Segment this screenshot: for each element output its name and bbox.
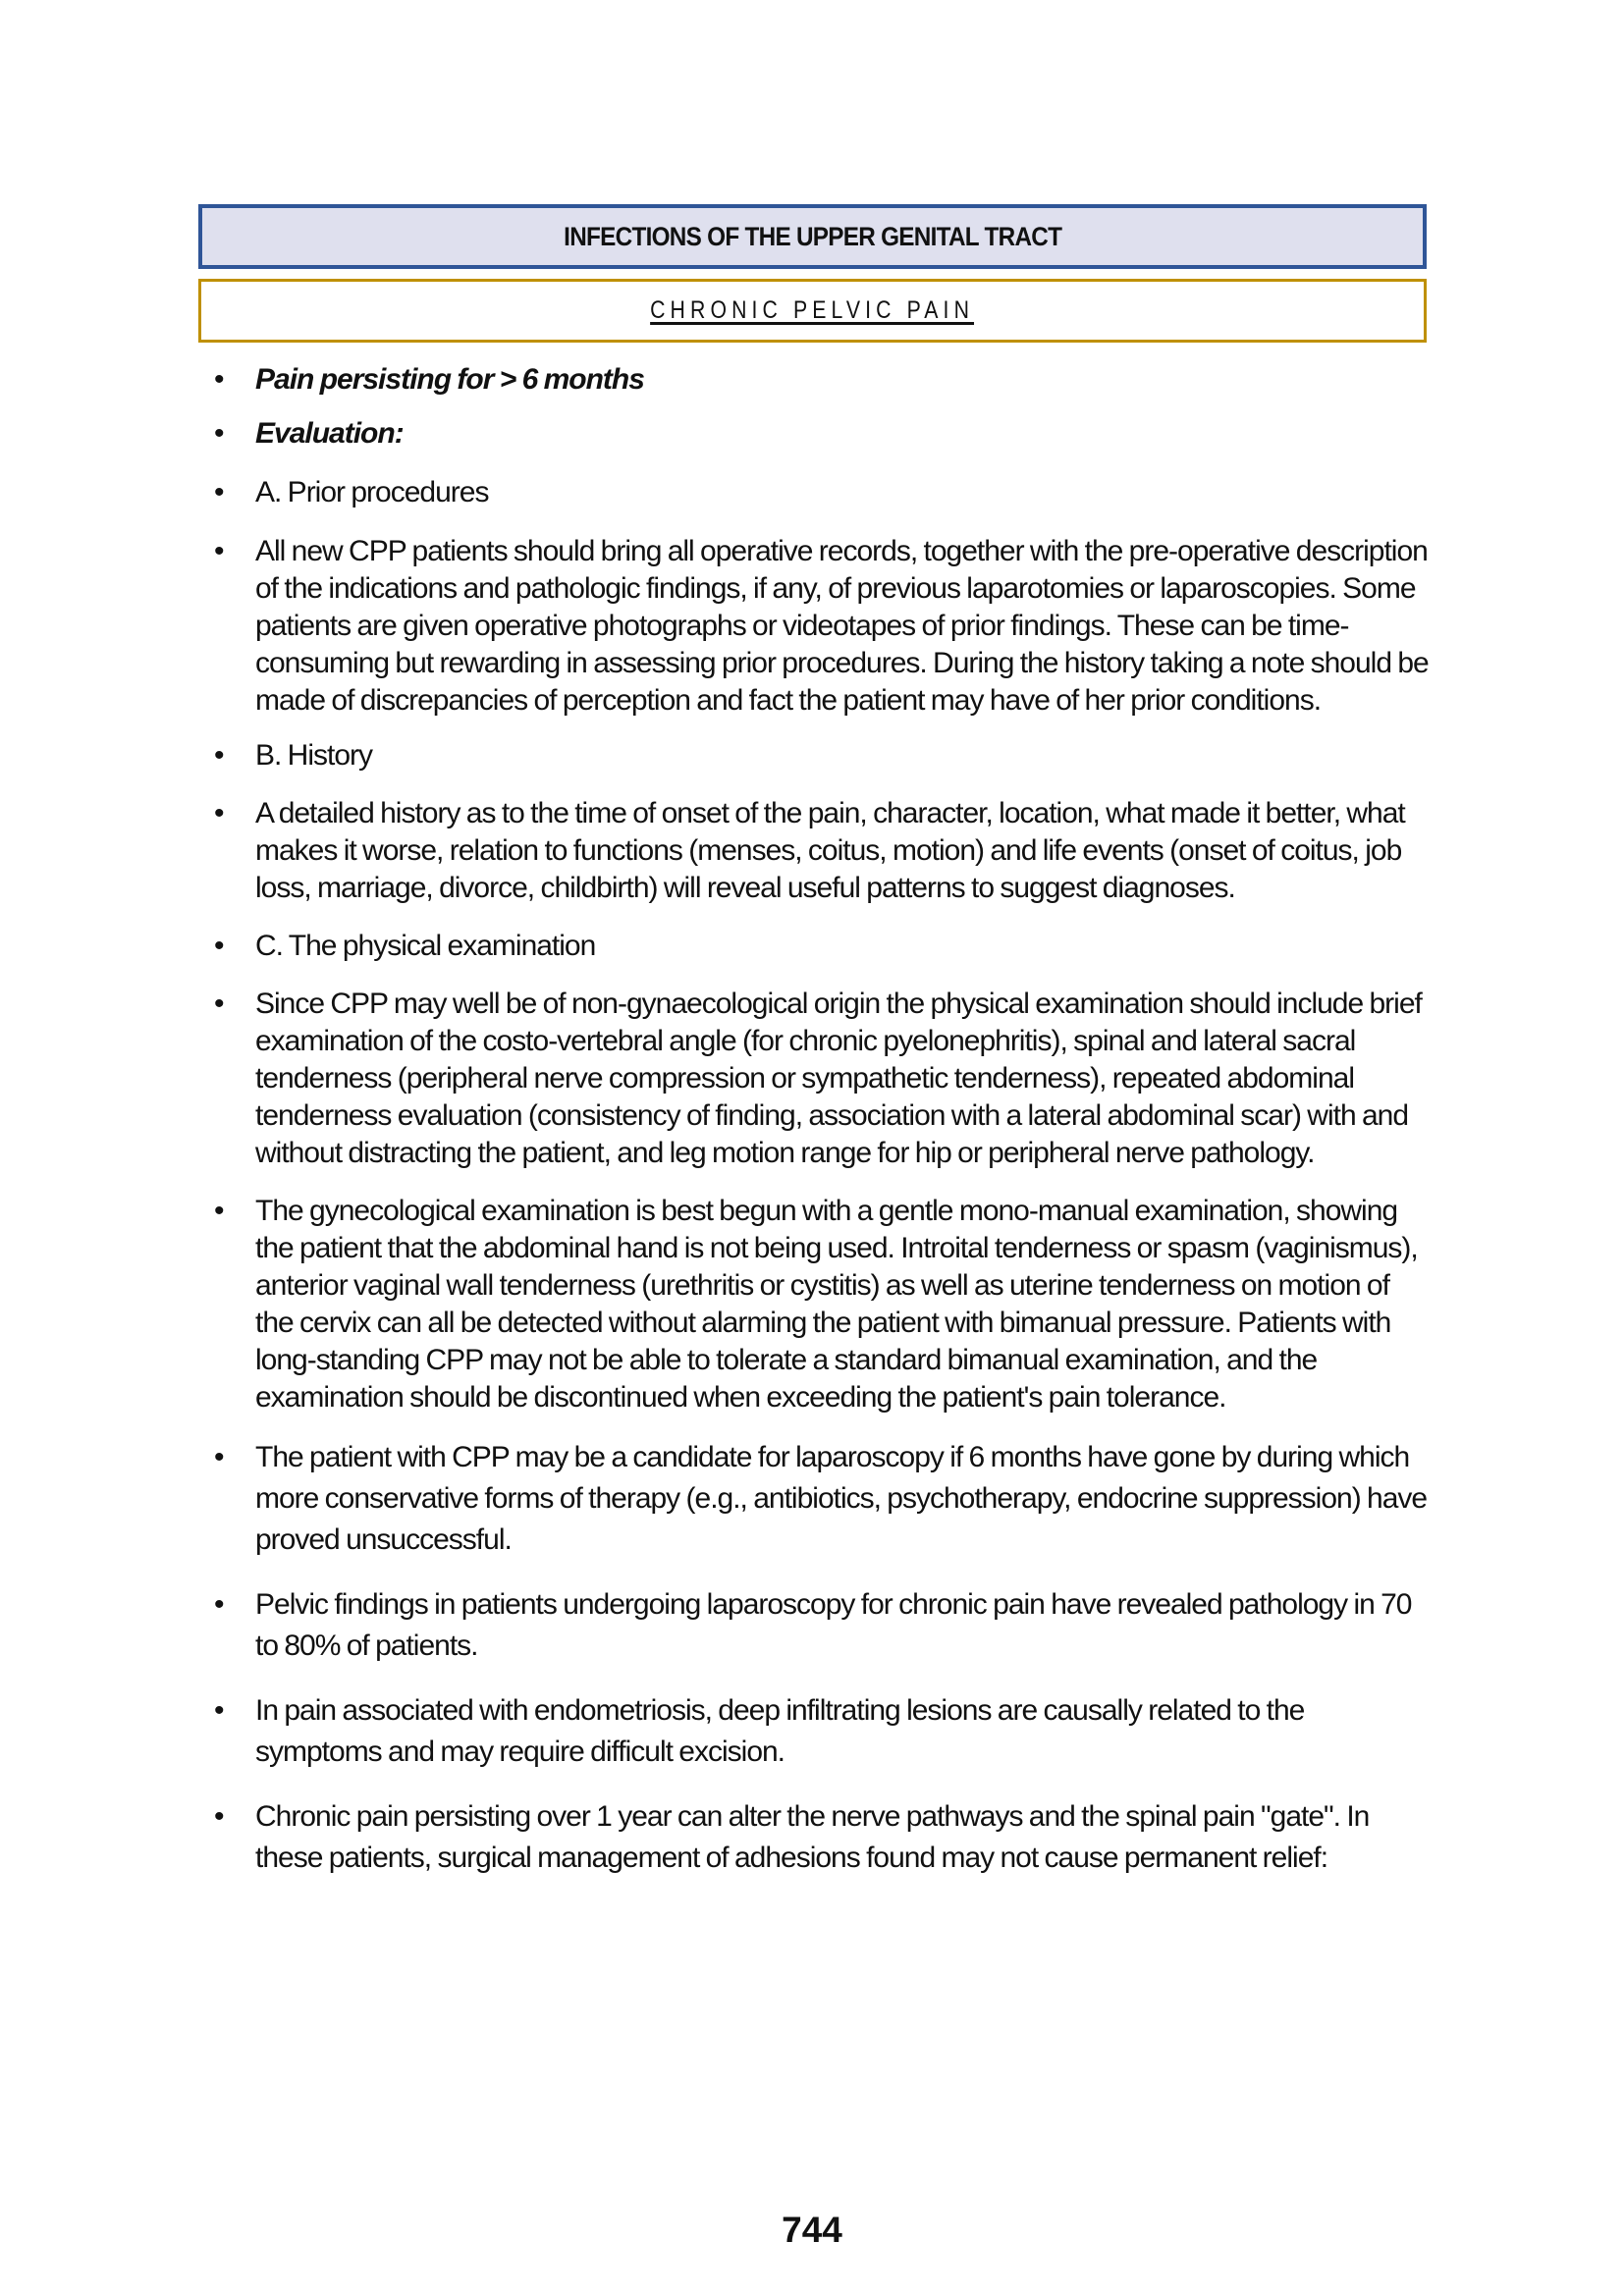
section-title-banner — [198, 279, 1427, 343]
list-item — [214, 415, 1432, 453]
bullet-icon: • — [214, 363, 224, 396]
list-item — [214, 361, 1432, 399]
list-item-text: The gynecological examination is best begun with a gentle mono-manual examination, showing the patient that the abdominal hand is not being used. Introital tenderness or spasm (vaginismus), anterior vaginal wall tenderness (urethritis or cystitis) as well as uterine tenderness on motion of the cervix can all be detected without alarming the patient with bimanual pressure. Patients with long-standing CPP may not be able to tolerate a standard bimanual examination, and the examination should be discontinued when exceeding the patient's pain tolerance. — [255, 1195, 1418, 1414]
list-item — [214, 1437, 1432, 1561]
list-item-text: B. History — [255, 739, 373, 772]
list-item — [214, 1690, 1432, 1773]
bullet-icon: • — [214, 988, 224, 1020]
list-item-text: Pain persisting for > 6 months — [255, 363, 644, 396]
list-item-text: A. Prior procedures — [255, 476, 489, 508]
bullet-icon: • — [214, 739, 224, 772]
bullet-icon: • — [214, 1195, 224, 1227]
list-item-text: Since CPP may well be of non-gynaecological origin the physical examination should include brief examination of the costo-vertebral angle (for chronic pyelonephritis), spinal and lateral sacral tenderness (peripheral nerve compression or sympathetic tenderness), repeated abdominal tenderness evaluation (consistency of finding, association with a lateral abdominal scar) with and without distracting the patient, and leg motion range for hip or peripheral nerve pathology. — [255, 988, 1422, 1169]
bullet-icon: • — [214, 1441, 224, 1473]
chapter-title-banner — [198, 204, 1427, 269]
list-item — [214, 795, 1432, 907]
list-item — [214, 986, 1432, 1172]
bullet-icon: • — [214, 535, 224, 567]
bullet-list — [214, 361, 1432, 1902]
list-item — [214, 1584, 1432, 1667]
bullet-icon: • — [214, 417, 224, 450]
list-item — [214, 928, 1432, 965]
list-item-text: Evaluation: — [255, 417, 404, 450]
list-item-text: All new CPP patients should bring all operative records, together with the pre-operative description of the indications and pathologic findings, if any, of previous laparotomies or laparoscopies. Some patients are given operative photographs or videotapes of prior findings. These can be time-consuming but rewarding in assessing prior procedures. During the history taking a note should be made of discrepancies of perception and fact the patient may have of her prior conditions. — [255, 535, 1429, 717]
bullet-icon: • — [214, 930, 224, 962]
chapter-title: INFECTIONS OF THE UPPER GENITAL TRACT — [563, 221, 1062, 251]
bullet-icon: • — [214, 476, 224, 508]
list-item-text: The patient with CPP may be a candidate for laparoscopy if 6 months have gone by during which more conservative forms of therapy (e.g., antibiotics, psychotherapy, endocrine suppression) have proved unsuccessful. — [255, 1441, 1428, 1556]
list-item-text: In pain associated with endometriosis, deep infiltrating lesions are causally related to the symptoms and may require difficult excision. — [255, 1694, 1305, 1768]
section-title: CHRONIC PELVIC PAIN — [650, 296, 975, 324]
bullet-icon: • — [214, 1800, 224, 1833]
bullet-icon: • — [214, 797, 224, 829]
list-item — [214, 474, 1432, 511]
list-item — [214, 737, 1432, 774]
bullet-icon: • — [214, 1694, 224, 1727]
list-item-text: Chronic pain persisting over 1 year can alter the nerve pathways and the spinal pain "gate". In these patients, surgical management of adhesions found may not cause permanent relief: — [255, 1800, 1370, 1874]
page-number: 744 — [782, 2210, 842, 2250]
list-item-text: C. The physical examination — [255, 930, 596, 962]
list-item-text: Pelvic findings in patients undergoing laparoscopy for chronic pain have revealed pathology in 70 to 80% of patients. — [255, 1588, 1412, 1662]
list-item-text: A detailed history as to the time of onset of the pain, character, location, what made it better, what makes it worse, relation to functions (menses, coitus, motion) and life events (onset of coitus, job loss, marriage, divorce, childbirth) will reveal useful patterns to suggest diagnoses. — [255, 797, 1405, 904]
list-item — [214, 1193, 1432, 1416]
list-item — [214, 533, 1432, 720]
bullet-icon: • — [214, 1588, 224, 1621]
list-item — [214, 1796, 1432, 1879]
